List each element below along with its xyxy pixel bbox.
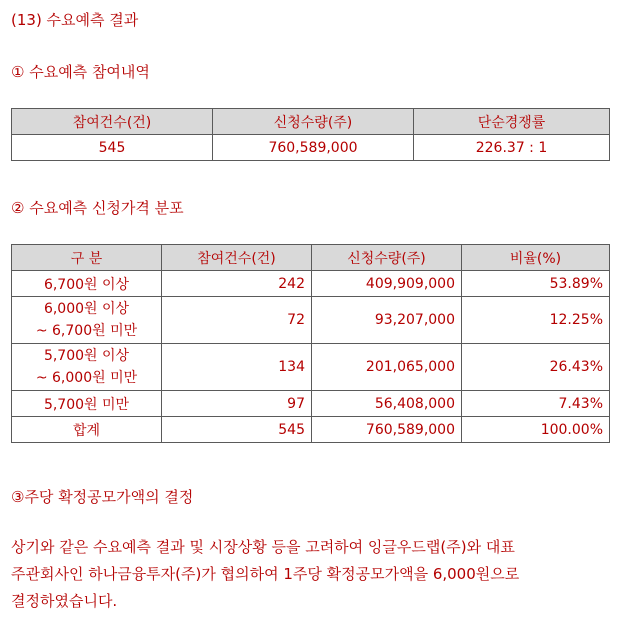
- table-header-row: [12, 245, 610, 271]
- participation-table: [11, 108, 610, 161]
- price-range-cell: [12, 344, 162, 391]
- price-range-label: 5,700원 이상: [43, 348, 130, 364]
- ratio-cell: 7.43%: [462, 391, 610, 417]
- count-cell: 134: [162, 344, 312, 391]
- column-header: 신청수량(주): [312, 245, 462, 271]
- price-range-label: ~ 6,000원 미만: [35, 370, 138, 386]
- price-range-cell: [12, 297, 162, 344]
- quantity-cell: 201,065,000: [312, 344, 462, 391]
- quantity-cell: 56,408,000: [312, 391, 462, 417]
- price-range-cell: [12, 391, 162, 417]
- final-price-title: ③주당 확정공모가액의 결정: [11, 488, 194, 506]
- table-row: [12, 297, 610, 344]
- total-row: [12, 417, 610, 443]
- table-header-row: [12, 109, 610, 135]
- quantity-cell: 409,909,000: [312, 271, 462, 297]
- final-price-paragraph: [11, 534, 613, 615]
- price-distribution-table: [11, 244, 610, 443]
- quantity-cell: 93,207,000: [312, 297, 462, 344]
- price-distribution-title: ② 수요예측 신청가격 분포: [11, 199, 184, 217]
- ratio-cell: 12.25%: [462, 297, 610, 344]
- participation-title: ① 수요예측 참여내역: [11, 63, 150, 81]
- table-cell: 545: [12, 135, 213, 161]
- column-header: 참여건수(건): [162, 245, 312, 271]
- column-header: 단순경쟁률: [414, 109, 610, 135]
- column-header: 신청수량(주): [213, 109, 414, 135]
- total-label-cell: 합계: [12, 417, 162, 443]
- table-row: [12, 391, 610, 417]
- table-row: [12, 344, 610, 391]
- count-cell: 72: [162, 297, 312, 344]
- section-title: (13) 수요예측 결과: [11, 11, 139, 29]
- ratio-cell: 100.00%: [462, 417, 610, 443]
- paragraph-line: 결정하였습니다.: [11, 592, 118, 610]
- count-cell: 242: [162, 271, 312, 297]
- paragraph-line: 주관회사인 하나금융투자(주)가 협의하여 1주당 확정공모가액을 6,000원으로: [11, 565, 520, 583]
- column-header: 참여건수(건): [12, 109, 213, 135]
- price-range-label: 6,000원 이상: [43, 301, 130, 317]
- price-range-cell: [12, 271, 162, 297]
- ratio-cell: 26.43%: [462, 344, 610, 391]
- price-range-label: ~ 6,700원 미만: [35, 323, 138, 339]
- column-header: 구 분: [12, 245, 162, 271]
- quantity-cell: 760,589,000: [312, 417, 462, 443]
- table-cell: 226.37 : 1: [414, 135, 610, 161]
- table-row: [12, 135, 610, 161]
- table-row: [12, 271, 610, 297]
- count-cell: 97: [162, 391, 312, 417]
- column-header: 비율(%): [462, 245, 610, 271]
- ratio-cell: 53.89%: [462, 271, 610, 297]
- price-range-label: 6,700원 이상: [43, 276, 130, 293]
- paragraph-line: 상기와 같은 수요예측 결과 및 시장상황 등을 고려하여 잉글우드랩(주)와 대표: [11, 538, 515, 556]
- price-range-label: 5,700원 미만: [43, 396, 130, 413]
- count-cell: 545: [162, 417, 312, 443]
- table-cell: 760,589,000: [213, 135, 414, 161]
